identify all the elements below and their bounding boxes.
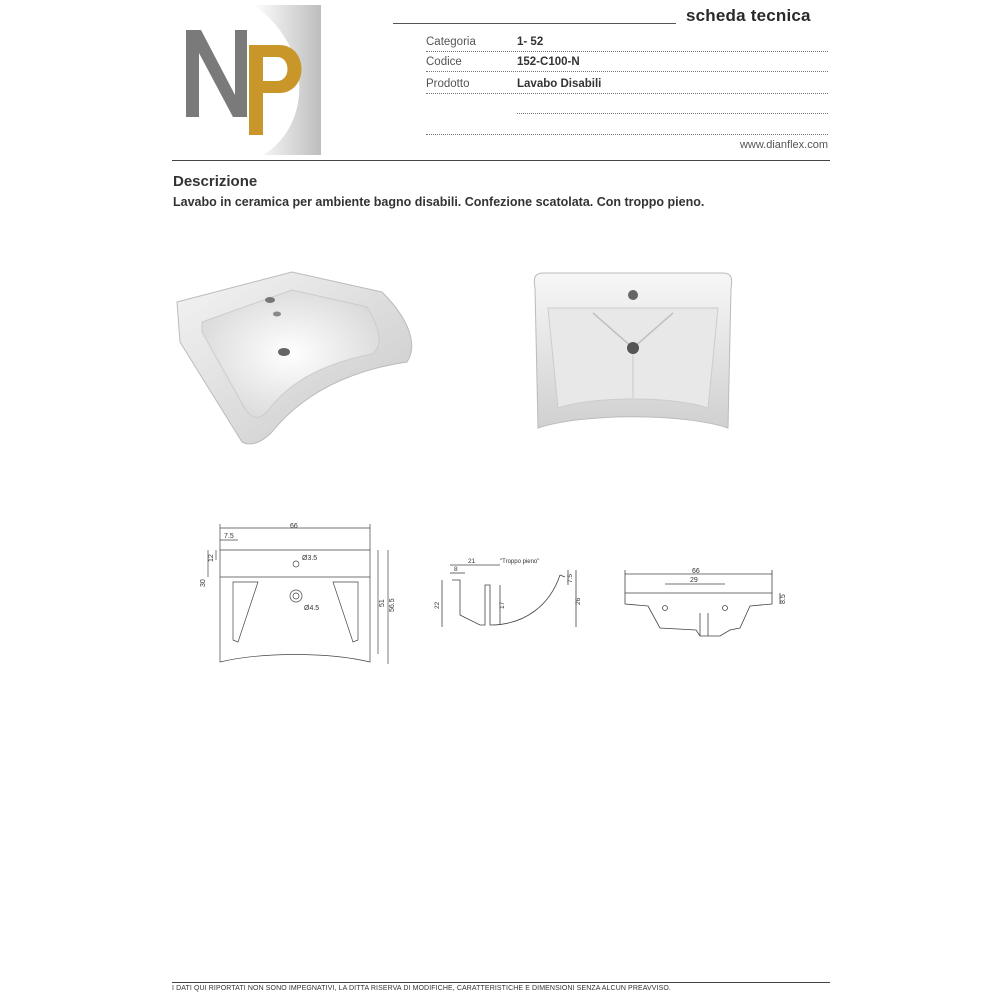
dim-22: 22 [434,601,441,609]
dim-51: 51 [379,599,386,607]
description-title: Descrizione [173,173,258,190]
np-logo [183,5,323,155]
drawing-front-view [620,568,785,643]
spec-row-category [426,31,828,52]
dim-12: 12 [208,554,215,562]
page-title: scheda tecnica [686,6,811,25]
drawing-top-view [198,522,398,677]
website-link[interactable]: www.dianflex.com [739,139,828,151]
spec-label: Prodotto [426,78,470,90]
dim-margin: 7.5 [224,533,234,540]
spec-row-empty [517,93,828,114]
title-rule [393,23,676,24]
footer-disclaimer: I DATI QUI RIPORTATI NON SONO IMPEGNATIVI, LA DITTA RISERVA DI MODIFICHE, CARATTERISTICHE E DIMENSIONI SENZA ALCUN PREAVVISO. [172,985,671,992]
spec-value: Lavabo Disabili [517,78,602,90]
spec-label: Codice [426,56,462,68]
dim-30: 30 [200,579,207,587]
spec-value: 1- 52 [517,36,544,48]
description-text: Lavabo in ceramica per ambiente bagno disabili. Confezione scatolata. Con troppo pieno. [173,195,705,209]
spec-value: 152-C100-N [517,56,580,68]
spec-label: Categoria [426,36,476,48]
dim-width: 66 [692,568,700,575]
dim-holes: 29 [690,577,698,584]
spec-row-product [426,73,828,94]
sink-photo-perspective [172,262,415,448]
dim-17: 17 [499,601,506,609]
dim-8: 8 [454,566,458,573]
dim-width: 66 [290,523,298,530]
dim-tap-hole: Ø3.5 [302,555,318,562]
spec-row-empty [426,114,828,135]
footer-rule [172,982,830,983]
header-rule [172,160,830,161]
overflow-label: "Troppo pieno" [500,559,540,565]
dim-56: 56.5 [389,598,396,612]
dim-height: 8.5 [780,594,787,604]
sink-photo-front [533,268,733,438]
dim-drain-hole: Ø4.5 [304,605,320,612]
spec-row-code [426,51,828,72]
dim-21: 21 [468,558,476,565]
dim-26: 26 [575,597,582,605]
drawing-side-section [430,555,580,635]
dim-7: 7.5 [567,573,574,583]
